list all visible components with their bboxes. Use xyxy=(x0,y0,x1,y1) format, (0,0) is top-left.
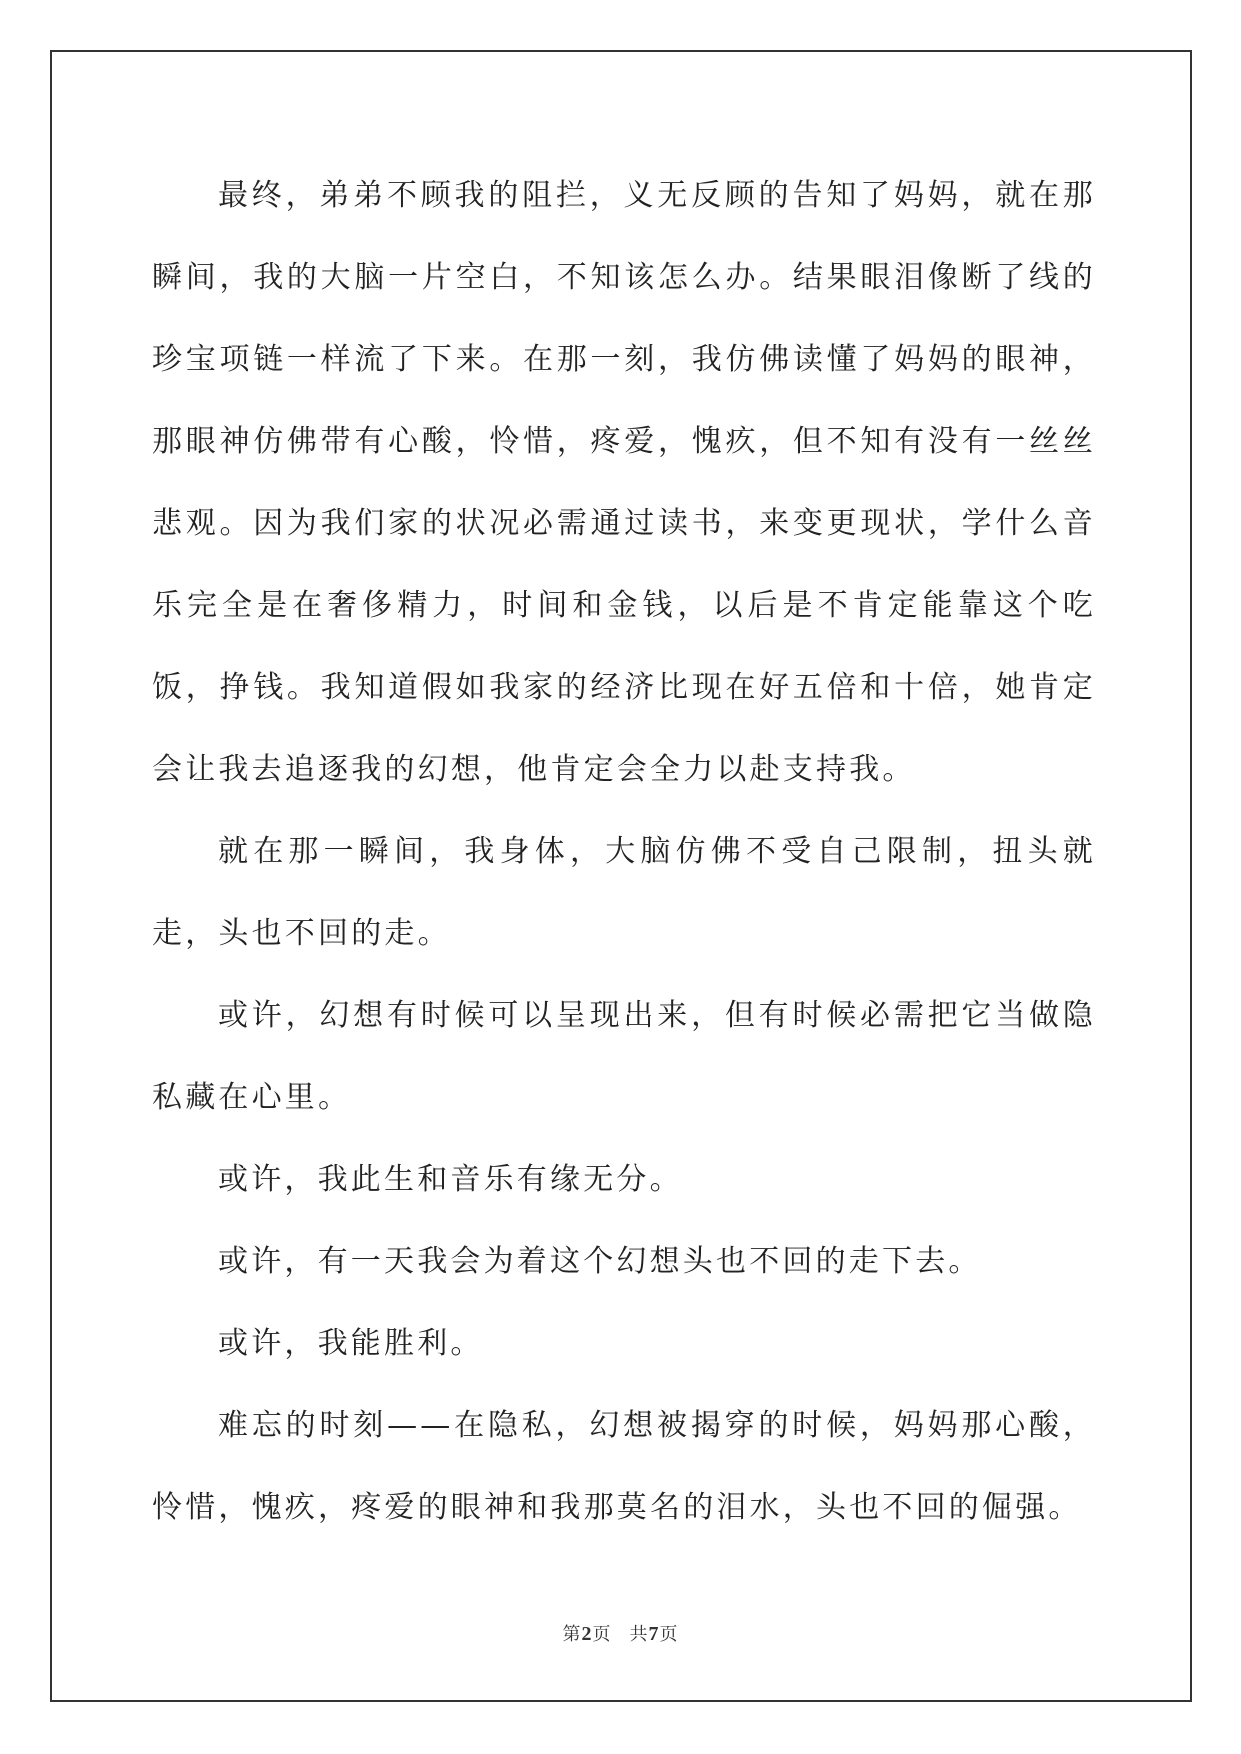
paragraph: 最终，弟弟不顾我的阻拦，义无反顾的告知了妈妈，就在那瞬间，我的大脑一片空白，不知该怎么办。结果眼泪像断了线的珍宝项链一样流了下来。在那一刻，我仿佛读懂了妈妈的眼神，那眼神仿佛带有心酸，怜惜，疼爱，愧疚，但不知有没有一丝丝悲观。因为我们家的状况必需通过读书，来变更现状，学什么音乐完全是在奢侈精力，时间和金钱，以后是不肯定能靠这个吃饭，挣钱。我知道假如我家的经济比现在好五倍和十倍，她肯定会让我去追逐我的幻想，他肯定会全力以赴支持我。 xyxy=(152,178,1096,787)
paragraph: 难忘的时刻——在隐私，幻想被揭穿的时候，妈妈那心酸，怜惜，愧疚，疼爱的眼神和我那莫名的泪水，头也不回的倔强。 xyxy=(152,1408,1096,1525)
total-pages: 7 xyxy=(648,1623,660,1645)
page-total xyxy=(630,1624,679,1645)
paragraph: 或许，我能胜利。 xyxy=(218,1326,484,1361)
document-body xyxy=(152,155,1096,1549)
page-prefix: 第 xyxy=(562,1624,582,1645)
paragraph: 就在那一瞬间，我身体，大脑仿佛不受自己限制，扭头就走，头也不回的走。 xyxy=(152,834,1096,951)
paragraph: 或许，有一天我会为着这个幻想头也不回的走下去。 xyxy=(218,1244,982,1279)
page-footer xyxy=(0,1620,1241,1646)
page-number xyxy=(563,1624,612,1645)
current-page: 2 xyxy=(581,1623,593,1645)
page-suffix: 页 xyxy=(592,1624,612,1645)
total-prefix: 共 xyxy=(629,1624,649,1645)
paragraph: 或许，幻想有时候可以呈现出来，但有时候必需把它当做隐私藏在心里。 xyxy=(152,998,1096,1115)
paragraph: 或许，我此生和音乐有缘无分。 xyxy=(218,1162,683,1197)
total-suffix: 页 xyxy=(659,1624,679,1645)
